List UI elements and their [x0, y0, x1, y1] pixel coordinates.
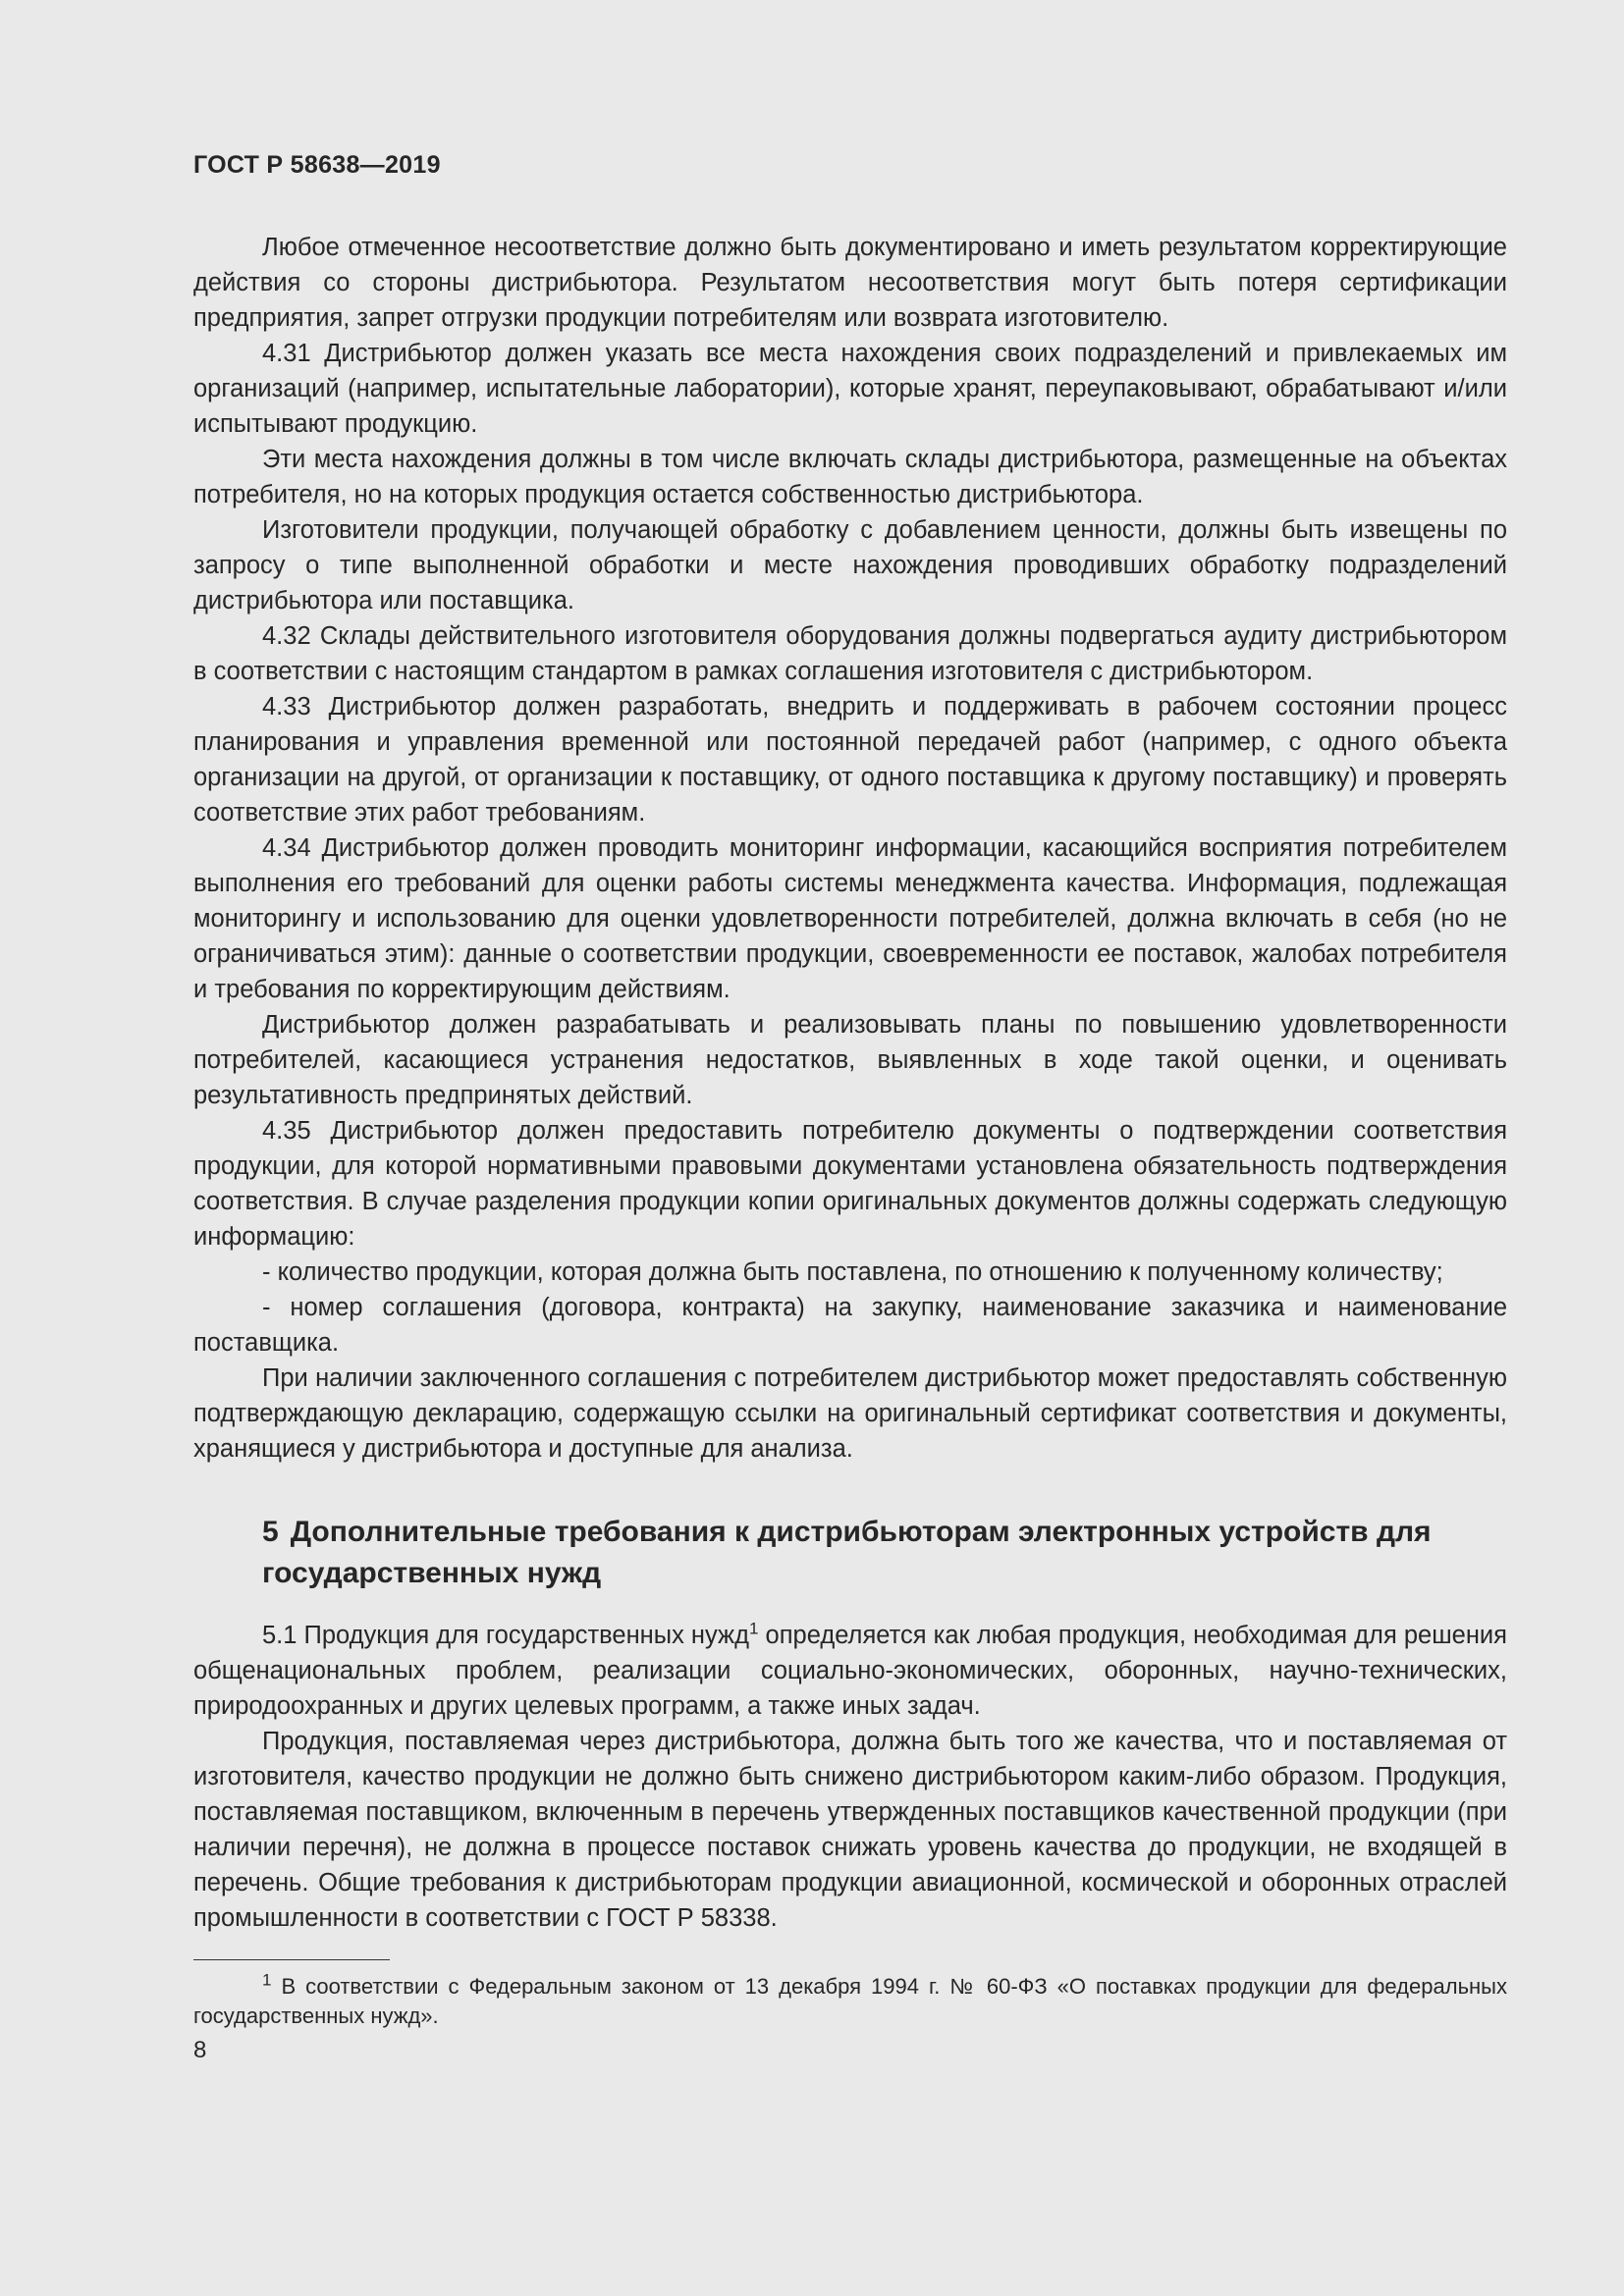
paragraph-4-33: 4.33 Дистрибьютор должен разработать, внедрить и поддерживать в рабочем состоянии процесс планирования и управления временной или постоянной передачей работ (например, с одного объекта организации на другой, от организации к поставщику, от одного поставщика к другому поставщику) и проверять соответствие этих работ требованиям. [193, 693, 1507, 827]
paragraph: При наличии заключенного соглашения с потребителем дистрибьютор может предоставлять собственную подтверждающую декларацию, содержащую ссылки на оригинальный сертификат соответствия и документы, хранящиеся у дистрибьютора и доступные для анализа. [193, 1364, 1507, 1463]
paragraph-5-1-start: 5.1 Продукция для государственных нужд [262, 1622, 749, 1649]
paragraph: Любое отмеченное несоответствие должно быть документировано и иметь результатом корректирующие действия со стороны дистрибьютора. Результатом несоответствия могут быть потеря сертификации предприятия, запрет отгрузки продукции потребителям или возврата изготовителю. [193, 234, 1507, 332]
body-text-part1 [193, 230, 1507, 1467]
paragraph-4-35: 4.35 Дистрибьютор должен предоставить потребителю документы о подтверждении соответствия продукции, для которой нормативными правовыми документами установлена обязательность подтверждения соответствия. В случае разделения продукции копии оригинальных документов должны содержать следующую информацию: [193, 1117, 1507, 1251]
footnote [193, 1972, 1507, 2031]
paragraph-4-34: 4.34 Дистрибьютор должен проводить мониторинг информации, касающийся восприятия потребителем выполнения его требований для оценки работы системы менеджмента качества. Информация, подлежащая мониторингу и использованию для оценки удовлетворенности потребителей, должна включать в себя (но не ограничиваться этим): данные о соответствии продукции, своевременности ее поставок, жалобах потребителя и требования по корректирующим действиям. [193, 834, 1507, 1003]
section-number: 5 [262, 1516, 279, 1548]
footnote-text: В соответствии с Федеральным законом от 13 декабря 1994 г. № 60-ФЗ «О поставках продукции для федеральных государственных нужд». [193, 1974, 1507, 2028]
section-5-heading [262, 1512, 1507, 1594]
document-code-header: ГОСТ Р 58638—2019 [193, 151, 441, 179]
list-item: - количество продукции, которая должна быть поставлена, по отношению к полученному количеству; [262, 1258, 1443, 1286]
paragraph: Изготовители продукции, получающей обработку с добавлением ценности, должны быть извещены по запросу о типе выполненной обработки и месте нахождения проводивших обработку подразделений дистрибьютора или поставщика. [193, 516, 1507, 614]
list-item: - номер соглашения (договора, контракта) на закупку, наименование заказчика и наименование поставщика. [193, 1294, 1507, 1357]
document-page [193, 147, 1507, 2066]
paragraph-4-31: 4.31 Дистрибьютор должен указать все места нахождения своих подразделений и привлекаемых им организаций (например, испытательные лаборатории), которые хранят, переупаковывают, обрабатывают и/или испытывают продукцию. [193, 340, 1507, 438]
section-title: Дополнительные требования к дистрибьюторам электронных устройств для государственных нужд [262, 1516, 1432, 1589]
paragraph: Продукция, поставляемая через дистрибьютора, должна быть того же качества, что и поставляемая от изготовителя, качество продукции не должно быть снижено дистрибьютором каким-либо образом. Продукция, поставляемая поставщиком, включенным в перечень утвержденных поставщиков качественной продукции (при наличии перечня), не должна в процессе поставок снижать уровень качества до продукции, не входящей в перечень. Общие требования к дистрибьюторам продукции авиационной, космической и оборонных отраслей промышленности в соответствии с ГОСТ Р 58338. [193, 1728, 1507, 1932]
page-number: 8 [193, 2037, 207, 2063]
footnote-reference: 1 [748, 1619, 759, 1638]
footnote-divider [193, 1959, 390, 1960]
paragraph-5-1 [193, 1618, 1507, 1724]
paragraph-5-1-rest: определяется как любая продукция, необходимая для решения общенациональных проблем, реализации социально-экономических, оборонных, научно-технических, природоохранных и других целевых программ, а также иных задач. [193, 1622, 1507, 1720]
footnote-mark: 1 [262, 1970, 272, 1990]
paragraph: Эти места нахождения должны в том числе включать склады дистрибьютора, размещенные на объектах потребителя, но на которых продукция остается собственностью дистрибьютора. [193, 446, 1507, 508]
body-text-section5 [193, 1618, 1507, 1936]
paragraph-4-32: 4.32 Склады действительного изготовителя оборудования должны подвергаться аудиту дистрибьютором в соответствии с настоящим стандартом в рамках соглашения изготовителя с дистрибьютором. [193, 622, 1507, 685]
paragraph: Дистрибьютор должен разрабатывать и реализовывать планы по повышению удовлетворенности потребителей, касающиеся устранения недостатков, выявленных в ходе такой оценки, и оценивать результативность предпринятых действий. [193, 1011, 1507, 1109]
